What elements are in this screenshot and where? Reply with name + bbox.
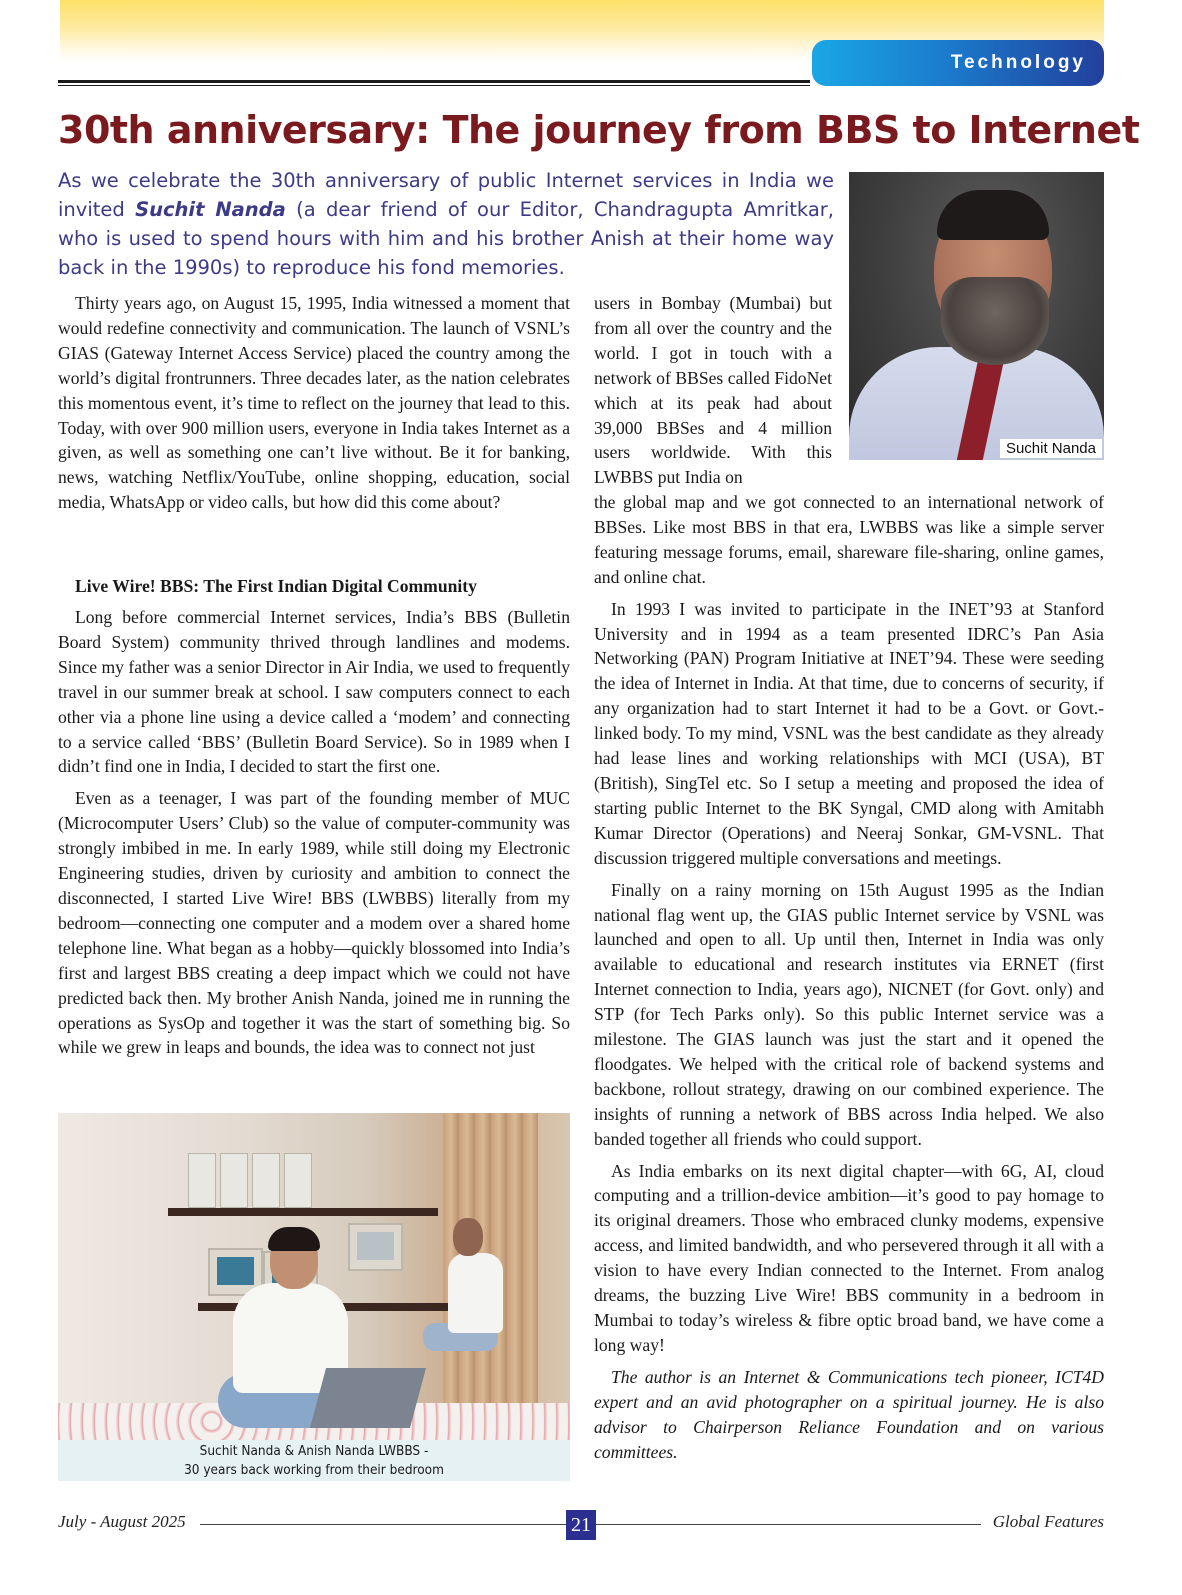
section-tab	[812, 40, 1104, 86]
paragraph-opening: Thirty years ago, on August 15, 1995, India witnessed a moment that would redefine connectivity and communication. The launch of VSNL’s GIAS (Gateway Internet Access Service) placed the country among the world’s digital frontrunners. Three decades later, as the nation celebrates this momentous event, it’s time to reflect on the journey that lead to this. Today, with over 900 million users, everyone in India takes Internet as a given, as well as something one can’t live without. Be it for banking, news, watching Netflix/YouTube, online shopping, education, social media, WhatsApp or video calls, but how did this come about?	[58, 293, 570, 513]
intro-author-name: Suchit Nanda	[135, 198, 286, 221]
paragraph-inet: In 1993 I was invited to participate in the INET’93 at Stanford University and in 1994 as a team presented IDRC’s Pan Asia Networking (PAN) Program Initiative at INET’94. These were seeding the idea of Internet in India. At that time, due to concerns of security, if any organization had to start Internet it had to be a Govt. or Govt.-linked body. To my mind, VSNL was the best candidate as they already had lease lines and working relationships with MCI (USA), BT (British), SingTel etc. So I setup a meeting and proposed the idea of starting public Internet to the BK Syngal, CMD along with Amitabh Kumar Director (Operations) and Neeraj Sonkar, GM-VSNL. That discussion triggered multiple conversations and meetings.	[594, 598, 1104, 868]
author-portrait-photo	[849, 172, 1104, 460]
header-rule	[58, 80, 810, 83]
photo-person-seated	[448, 1253, 503, 1333]
photo-person-foreground-hair	[268, 1227, 320, 1251]
portrait-beard	[941, 277, 1049, 365]
right-column-wide	[594, 490, 1104, 1464]
left-column-bottom	[58, 605, 570, 1060]
article-intro	[58, 166, 834, 282]
photo-cpu-tower	[252, 1153, 280, 1208]
page-number-badge: 21	[566, 1510, 596, 1540]
page-footer	[58, 1510, 1104, 1540]
author-bio-note: The author is an Internet & Communications tech pioneer, ICT4D expert and an avid photographer on a spiritual journey. He is also advisor to Chairperson Reliance Foundation and on various committees.	[594, 1366, 1104, 1462]
left-column-top	[58, 291, 570, 515]
photo-cpu-tower	[220, 1153, 248, 1208]
footer-publication-name: Global Features	[992, 1512, 1104, 1531]
paragraph-closing: As India embarks on its next digital chapter—with 6G, AI, cloud computing and a trillion-device ambition—it’s good to pay homage to its original dreamers. Those who embraced clunky modems, expensive access, and limited bandwidth, and who persevered through it all with a vision to have every Indian connected to the Internet. From analog dreams, the buzzing Live Wire! BBS community in a bedroom in Mumbai to today’s wireless & fibre optic broad band, we have come a long way!	[594, 1160, 1104, 1355]
article-headline: 30th anniversary: The journey from BBS to Internet	[58, 108, 1140, 152]
intro-text-after: (a dear friend of our Editor, Chandragupta Amritkar, who is used to spend hours with him and his brother Anish at their home way back in the 1990s) to reproduce his fond memories.	[58, 198, 834, 279]
section-tab-label: Technology	[950, 52, 1086, 73]
paragraph-gias-launch: Finally on a rainy morning on 15th August 1995 as the Indian national flag went up, the GIAS public Internet service by VSNL was launched and open to all. Up until then, Internet in India was only available to educational and research institutes via ERNET (first Internet connection to India, years ago), NICNET (for Govt. only) and STP (for Tech Parks only). So this public Internet service was a milestone. The GIAS launch was just the start and it opened the floodgates. We helped with the critical role of backend systems and backbone, rollout strategy, drawing on our combined experience. The insights of running a network of BBS across India helped. We also banded together all friends who could support.	[594, 879, 1104, 1149]
photo-cpu-tower	[188, 1153, 216, 1208]
bedroom-photo-figure	[58, 1113, 570, 1481]
paragraph-continued-wide: the global map and we got connected to an international network of BBSes. Like most BBS in that era, LWBBS was like a simple server featuring message forums, email, shareware file-sharing, online games, and online chat.	[594, 492, 1104, 587]
photo-monitor	[348, 1223, 403, 1271]
photo-laptop	[310, 1368, 426, 1428]
bedroom-photo	[58, 1113, 570, 1440]
footer-issue-date: July - August 2025	[58, 1512, 186, 1531]
photo-caption-line1: Suchit Nanda & Anish Nanda LWBBS -	[199, 1443, 429, 1459]
paragraph-bbs-origin: Long before commercial Internet services, India’s BBS (Bulletin Board System) community thrived through landlines and modems. Since my father was a senior Director in Air India, we used to frequently travel in our summer break at school. I saw computers connect to each other via a phone line using a device called a ‘modem’ and connecting to a service called ‘BBS’ (Bulletin Board Service). So in 1989 when I didn’t find one in India, I decided to start the first one.	[58, 607, 571, 777]
header-rule-thin	[58, 85, 810, 86]
intro-text-before: As we celebrate the 30th anniversary of public Internet services in India we invited	[58, 169, 834, 221]
right-column-narrow	[594, 291, 832, 490]
photo-person-seated-head	[453, 1218, 483, 1256]
section-subhead: Live Wire! BBS: The First Indian Digital Community	[75, 576, 477, 596]
photo-cpu-tower	[284, 1153, 312, 1208]
portrait-hair	[937, 190, 1049, 240]
portrait-caption: Suchit Nanda	[1000, 439, 1102, 458]
photo-caption-line2: 30 years back working from their bedroom	[184, 1462, 444, 1478]
footer-rule-right	[596, 1524, 981, 1525]
photo-shelf	[168, 1208, 438, 1216]
photo-caption	[58, 1440, 570, 1481]
paragraph-continued-narrow: users in Bombay (Mumbai) but from all over the country and the world. I got in touch with a network of BBSes called FidoNet which at its peak had about 39,000 BBSes and 4 million users worldwide. With this LWBBS put India on	[594, 293, 832, 488]
footer-rule-left	[200, 1524, 625, 1525]
paragraph-lwbbs-start: Even as a teenager, I was part of the founding member of MUC (Microcomputer Users’ Club) so the value of computer-community was strongly imbibed in me. In early 1989, while still doing my Electronic Engineering studies, driven by curiosity and ambition to connect the disconnected, I started Live Wire! BBS (LWBBS) literally from my bedroom—connecting one computer and a modem over a shared home telephone line. What began as a hobby—quickly blossomed into India’s first and largest BBS creating a deep impact which we could not have predicted back then. My brother Anish Nanda, joined me in running the operations as SysOp and together it was the start of something big. So while we grew in leaps and bounds, the idea was to connect not just	[58, 788, 570, 1058]
